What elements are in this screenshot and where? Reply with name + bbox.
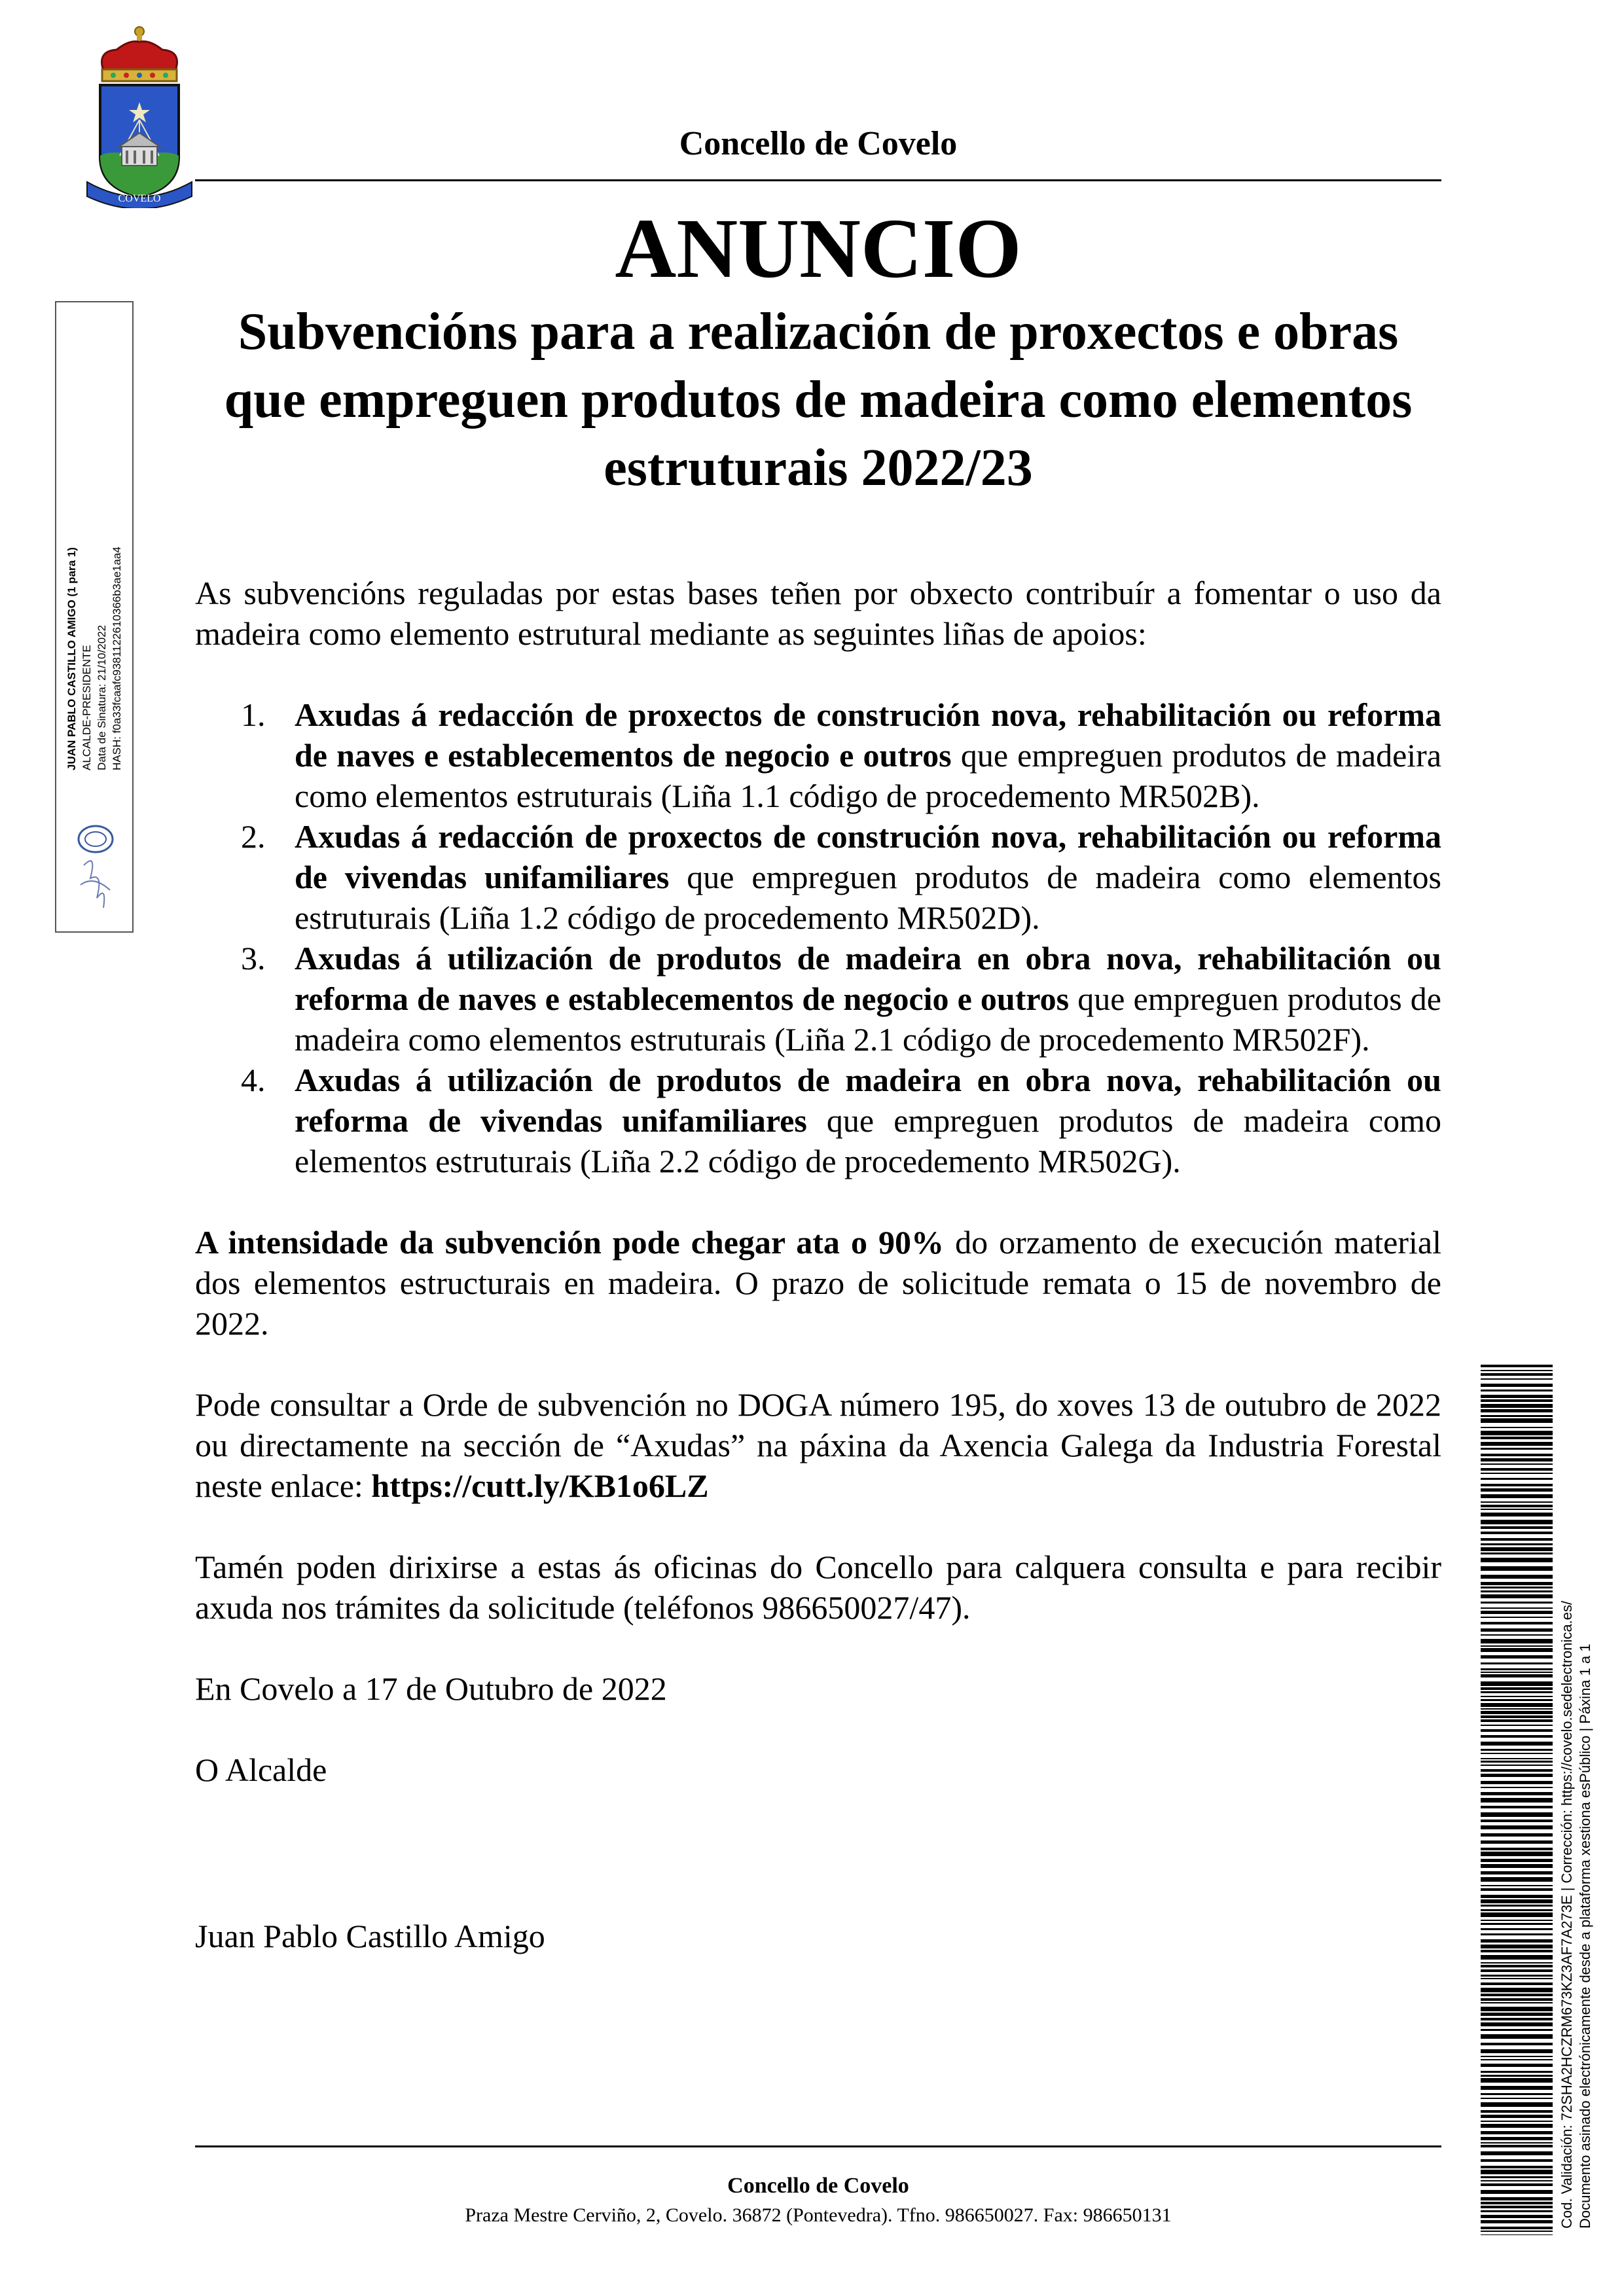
barcode-bar <box>1481 2206 1553 2208</box>
barcode-bar <box>1481 1365 1553 1367</box>
barcode-bar <box>1481 2059 1553 2060</box>
barcode-bar <box>1481 2159 1553 2162</box>
barcode-bar <box>1481 2202 1553 2204</box>
barcode-bar <box>1481 1484 1553 1486</box>
barcode-bar <box>1481 1463 1553 1465</box>
barcode-bar <box>1481 2142 1553 2144</box>
barcode-bar <box>1481 1792 1553 1795</box>
barcode-bar <box>1481 2002 1553 2003</box>
offices-paragraph: Tamén poden dirixirse a estas ás oficinas do Concello para calquera consulta e para recibir axuda nos trámites da solicitude (teléfonos 986650027/47). <box>195 1549 1441 1626</box>
barcode-bar <box>1481 2007 1553 2011</box>
barcode-bar <box>1481 1687 1553 1690</box>
page-subtitle: Subvencións para a realización de proxectos e obras que empreguen produtos de madeira como elementos estruturais 2022/23 <box>224 303 1413 497</box>
header-divider <box>195 179 1441 181</box>
barcode-bar <box>1481 1864 1553 1868</box>
barcode-bar <box>1481 1590 1553 1592</box>
footer-divider <box>195 2145 1441 2147</box>
barcode-bar <box>1481 1607 1553 1609</box>
barcode-bar <box>1481 1575 1553 1579</box>
barcode-bar <box>1481 1390 1553 1391</box>
barcode-bar <box>1481 1812 1553 1817</box>
barcode-bar <box>1481 1848 1553 1850</box>
barcode-bar <box>1481 2013 1553 2016</box>
list-item-bold: Axudas á utilización de produtos de madeira en obra nova, rehabilitación ou reforma de naves e establecementos de negocio e outros <box>295 940 1441 1017</box>
barcode-bar <box>1481 1877 1553 1882</box>
validation-line-1: Cod. Validación: 72SHA2HCZRM673KZ3AF7A273E | Corrección: https://covelo.sedelectronica.es/ <box>1559 1600 1575 2229</box>
barcode-bar <box>1481 1933 1553 1935</box>
barcode-bar <box>1481 1871 1553 1874</box>
barcode-bar <box>1481 1749 1553 1751</box>
barcode-bar <box>1481 1729 1553 1732</box>
list-item <box>195 1060 1441 1181</box>
signature-seal-icon <box>71 813 120 918</box>
barcode-bar <box>1481 1715 1553 1718</box>
barcode-bar <box>1481 2210 1553 2212</box>
validation-line-2: Documento asinado electrónicamente desde a plataforma xestiona esPúblico | Páxina 1 a 1 <box>1577 1643 1593 2229</box>
barcode-bar <box>1481 1378 1553 1380</box>
list-item-text: que empreguen produtos de madeira como elementos estruturais (Liña 1.1 código de procedemento MR502B). <box>295 737 1442 814</box>
barcode-bar <box>1481 1370 1553 1371</box>
barcode-bar <box>1481 2018 1553 2020</box>
barcode-bar <box>1481 1955 1553 1960</box>
document-body <box>195 573 1441 1956</box>
barcode-bar <box>1481 1681 1553 1686</box>
barcode-bar <box>1481 1538 1553 1541</box>
barcode-bar <box>1481 1473 1553 1474</box>
barcode-bar <box>1481 2170 1553 2174</box>
stamp-role: ALCALDE-PRESIDENTE <box>81 645 93 770</box>
barcode-bar <box>1481 1602 1553 1604</box>
page-title: ANUNCIO <box>615 202 1022 296</box>
municipality-name: Concello de Covelo <box>679 125 958 162</box>
barcode-bar <box>1481 1742 1553 1746</box>
list-item-text: que empreguen produtos de madeira como elementos estruturais (Liña 1.2 código de procedemento MR502D). <box>295 859 1441 936</box>
barcode-bar <box>1481 1454 1553 1456</box>
stamp-signer: JUAN PABLO CASTILLO AMIGO (1 para 1) <box>65 547 78 770</box>
barcode-bar <box>1481 1468 1553 1471</box>
barcode-bar <box>1481 1672 1553 1673</box>
barcode-bar <box>1481 1909 1553 1911</box>
list-item-bold: Axudas á redacción de proxectos de construción nova, rehabilitación ou reforma de vivendas unifamiliares <box>295 818 1441 895</box>
barcode-bar <box>1481 2093 1553 2095</box>
barcode-bar <box>1481 1415 1553 1417</box>
barcode-bar <box>1481 1761 1553 1763</box>
barcode-bar <box>1481 1547 1553 1551</box>
barcode-bar <box>1481 1998 1553 2001</box>
barcode-bar <box>1481 1418 1553 1423</box>
barcode-bar <box>1481 2183 1553 2186</box>
signature-stamp-text <box>64 312 124 770</box>
signer-role: O Alcalde <box>195 1751 327 1788</box>
barcode-bar <box>1481 2227 1553 2229</box>
barcode-bar <box>1481 1448 1553 1450</box>
list-item <box>195 938 1441 1060</box>
validation-text <box>1558 1358 1595 2229</box>
barcode-bar <box>1481 1513 1553 1516</box>
barcode-bar <box>1481 1885 1553 1886</box>
barcode-bar <box>1481 1945 1553 1948</box>
barcode-bar <box>1481 1888 1553 1891</box>
barcode-bar <box>1481 1899 1553 1903</box>
barcode-bar <box>1481 1543 1553 1545</box>
barcode-bar <box>1481 1753 1553 1754</box>
barcode-bar <box>1481 2078 1553 2083</box>
logo-ribbon-text: COVELO <box>118 193 161 204</box>
barcode-bar <box>1481 1505 1553 1507</box>
barcode-bar <box>1481 1965 1553 1967</box>
barcode-bar <box>1481 1962 1553 1964</box>
barcode-bar <box>1481 2102 1553 2107</box>
list-item <box>195 694 1441 816</box>
intensity-paragraph <box>195 1222 1441 1344</box>
barcode-bar <box>1481 2110 1553 2113</box>
intensity-text: do orzamento de execución material dos elementos estructurais en madeira. O prazo de solicitude remata o 15 de novembro de 2022. <box>195 1224 1441 1342</box>
barcode-bar <box>1481 1532 1553 1534</box>
list-item-number: 4. <box>241 1062 266 1098</box>
barcode-bar <box>1481 2131 1553 2134</box>
barcode-bar <box>1481 1787 1553 1788</box>
barcode-bar <box>1481 2098 1553 2099</box>
barcode-bar <box>1481 1662 1553 1664</box>
barcode-bar <box>1481 2022 1553 2026</box>
barcode-bar <box>1481 1950 1553 1952</box>
barcode-bar <box>1481 2056 1553 2057</box>
barcode-bar <box>1481 1912 1553 1917</box>
barcode-bar <box>1481 1384 1553 1387</box>
barcode-bar <box>1481 1437 1553 1439</box>
barcode-bar <box>1481 2124 1553 2128</box>
barcode-bar <box>1481 2071 1553 2073</box>
covelo-coat-of-arms-icon <box>84 25 195 208</box>
barcode-bar <box>1481 1859 1553 1862</box>
barcode-bar <box>1481 1781 1553 1784</box>
barcode-bar <box>1481 1988 1553 1992</box>
barcode-bar <box>1481 1594 1553 1598</box>
barcode-bar <box>1481 1404 1553 1408</box>
barcode-bar <box>1481 1409 1553 1412</box>
barcode-bar <box>1481 1668 1553 1670</box>
doga-paragraph <box>195 1384 1441 1506</box>
barcode-bar <box>1481 2180 1553 2181</box>
barcode-bar <box>1481 1645 1553 1647</box>
barcode-bar <box>1481 1708 1553 1710</box>
barcode-bar <box>1481 1639 1553 1643</box>
signature-stamp <box>55 301 134 933</box>
barcode-bar <box>1481 2034 1553 2039</box>
barcode-bar <box>1481 1939 1553 1943</box>
barcode-bar <box>1481 1765 1553 1766</box>
stamp-date: Data de Sinatura: 21/10/2022 <box>96 624 108 770</box>
date-line: En Covelo a 17 de Outubro de 2022 <box>195 1670 667 1707</box>
barcode-bar <box>1481 1674 1553 1677</box>
barcode-bar <box>1481 1655 1553 1659</box>
signer-name: Juan Pablo Castillo Amigo <box>195 1918 545 1954</box>
barcode-bar <box>1481 2231 1553 2232</box>
barcode-bar <box>1481 1622 1553 1624</box>
barcode-bar <box>1481 2064 1553 2067</box>
barcode-bar <box>1481 2176 1553 2178</box>
barcode-bar <box>1481 1920 1553 1921</box>
barcode-bar <box>1481 1825 1553 1829</box>
barcode-bar <box>1481 2166 1553 2168</box>
barcode-bar <box>1481 1703 1553 1707</box>
barcode-bar <box>1481 1431 1553 1435</box>
barcode-bar <box>1481 1395 1553 1398</box>
list-item-number: 1. <box>241 696 266 733</box>
barcode-bar <box>1481 1582 1553 1585</box>
barcode-bar <box>1481 1552 1553 1554</box>
list-item-bold: Axudas á utilización de produtos de madeira en obra nova, rehabilitación ou reforma de vivendas unifamiliares <box>295 1062 1441 1139</box>
barcode-bar <box>1481 1509 1553 1510</box>
barcode-bar <box>1481 1806 1553 1808</box>
barcode-bar <box>1481 1566 1553 1571</box>
barcode-bar <box>1481 1427 1553 1428</box>
list-item-number: 2. <box>241 818 266 855</box>
barcode-bar <box>1481 2197 1553 2200</box>
footer-address: Praza Mestre Cerviño, 2, Covelo. 36872 (Pontevedra). Tfno. 986650027. Fax: 986650131 <box>465 2204 1172 2226</box>
barcode-bar <box>1481 1494 1553 1498</box>
barcode-bar <box>1481 2220 1553 2223</box>
list-item-text: que empreguen produtos de madeira como elementos estruturais (Liña 2.2 código de procedemento MR502G). <box>295 1102 1441 1179</box>
barcode-bar <box>1481 2043 1553 2045</box>
barcode-bar <box>1481 1840 1553 1844</box>
barcode-bar <box>1481 1399 1553 1402</box>
barcode-bar <box>1481 1520 1553 1524</box>
barcode-bar <box>1481 1833 1553 1837</box>
barcode-bar <box>1481 1905 1553 1907</box>
barcode-bar <box>1481 2215 1553 2218</box>
footer-municipality: Concello de Covelo <box>727 2174 909 2198</box>
barcode-bar <box>1481 2075 1553 2077</box>
barcode-bar <box>1481 1442 1553 1446</box>
barcode-bar <box>1481 2086 1553 2090</box>
barcode-bar <box>1481 1820 1553 1822</box>
barcode-bar <box>1481 1852 1553 1856</box>
barcode-bar <box>1481 2234 1553 2235</box>
list-item-number: 3. <box>241 940 266 977</box>
barcode-bar <box>1481 1558 1553 1562</box>
barcode-bar <box>1481 2049 1553 2053</box>
barcode-bar <box>1481 1975 1553 1977</box>
barcode-bar <box>1481 1696 1553 1697</box>
barcode-bar <box>1481 1526 1553 1529</box>
support-lines-list <box>195 694 1441 1181</box>
barcode-bar <box>1481 1969 1553 1972</box>
barcode-bar <box>1481 1725 1553 1726</box>
list-item-text: que empreguen produtos de madeira como elementos estruturais (Liña 2.1 código de procedemento MR502F). <box>295 980 1441 1058</box>
barcode-bar <box>1481 1994 1553 1996</box>
list-item <box>195 816 1441 938</box>
barcode-bar <box>1481 1798 1553 1803</box>
barcode-bar <box>1481 2115 1553 2118</box>
barcode-bar <box>1481 2121 1553 2122</box>
doga-text: Pode consultar a Orde de subvención no DOGA número 195, do xoves 13 de outubro de 2022 ou directamente na sección de “Axudas” na páxina da Axencia Galega da Industria Forestal neste enlace: <box>195 1386 1441 1504</box>
barcode-bar <box>1481 1928 1553 1930</box>
barcode-bar <box>1481 1982 1553 1985</box>
barcode-bar <box>1481 1769 1553 1772</box>
barcode-bar <box>1481 1923 1553 1925</box>
barcode-bar <box>1481 1478 1553 1480</box>
barcode-bar <box>1481 2145 1553 2147</box>
stamp-hash: HASH: f0a33fcaafc9381122610366b3ae1aa4 <box>111 547 123 770</box>
barcode-bar <box>1481 1648 1553 1652</box>
barcode-bar <box>1481 2190 1553 2194</box>
intensity-bold: A intensidade da subvención pode chegar ata o 90% <box>195 1224 945 1261</box>
barcode-bar <box>1481 1617 1553 1618</box>
barcode-bar <box>1481 1978 1553 1979</box>
doga-link[interactable]: https://cutt.ly/KB1o6LZ <box>371 1467 709 1504</box>
validation-barcode-icon <box>1481 1365 1553 2235</box>
barcode-bar <box>1481 1611 1553 1614</box>
barcode-bar <box>1481 1501 1553 1503</box>
barcode-bar <box>1481 1458 1553 1462</box>
barcode-bar <box>1481 1719 1553 1722</box>
barcode-bar <box>1481 2151 1553 2155</box>
barcode-bar <box>1481 1634 1553 1636</box>
barcode-bar <box>1481 1691 1553 1693</box>
barcode-bar <box>1481 1587 1553 1588</box>
barcode-bar <box>1481 2029 1553 2031</box>
barcode-bar <box>1481 1895 1553 1898</box>
barcode-bar <box>1481 1758 1553 1759</box>
barcode-bar <box>1481 1774 1553 1777</box>
barcode-bar <box>1481 2137 1553 2140</box>
list-item-bold: Axudas á redacción de proxectos de construción nova, rehabilitación ou reforma de naves e establecementos de negocio e outros <box>295 696 1441 774</box>
barcode-bar <box>1481 1735 1553 1738</box>
barcode-bar <box>1481 1711 1553 1714</box>
barcode-bar <box>1481 1628 1553 1632</box>
barcode-bar <box>1481 1373 1553 1376</box>
barcode-bar <box>1481 1488 1553 1492</box>
intro-paragraph: As subvencións reguladas por estas bases teñen por obxecto contribuír a fomentar o uso da madeira como elemento estrutural mediante as seguintes liñas de apoios: <box>195 575 1441 652</box>
barcode-bar <box>1481 1699 1553 1701</box>
